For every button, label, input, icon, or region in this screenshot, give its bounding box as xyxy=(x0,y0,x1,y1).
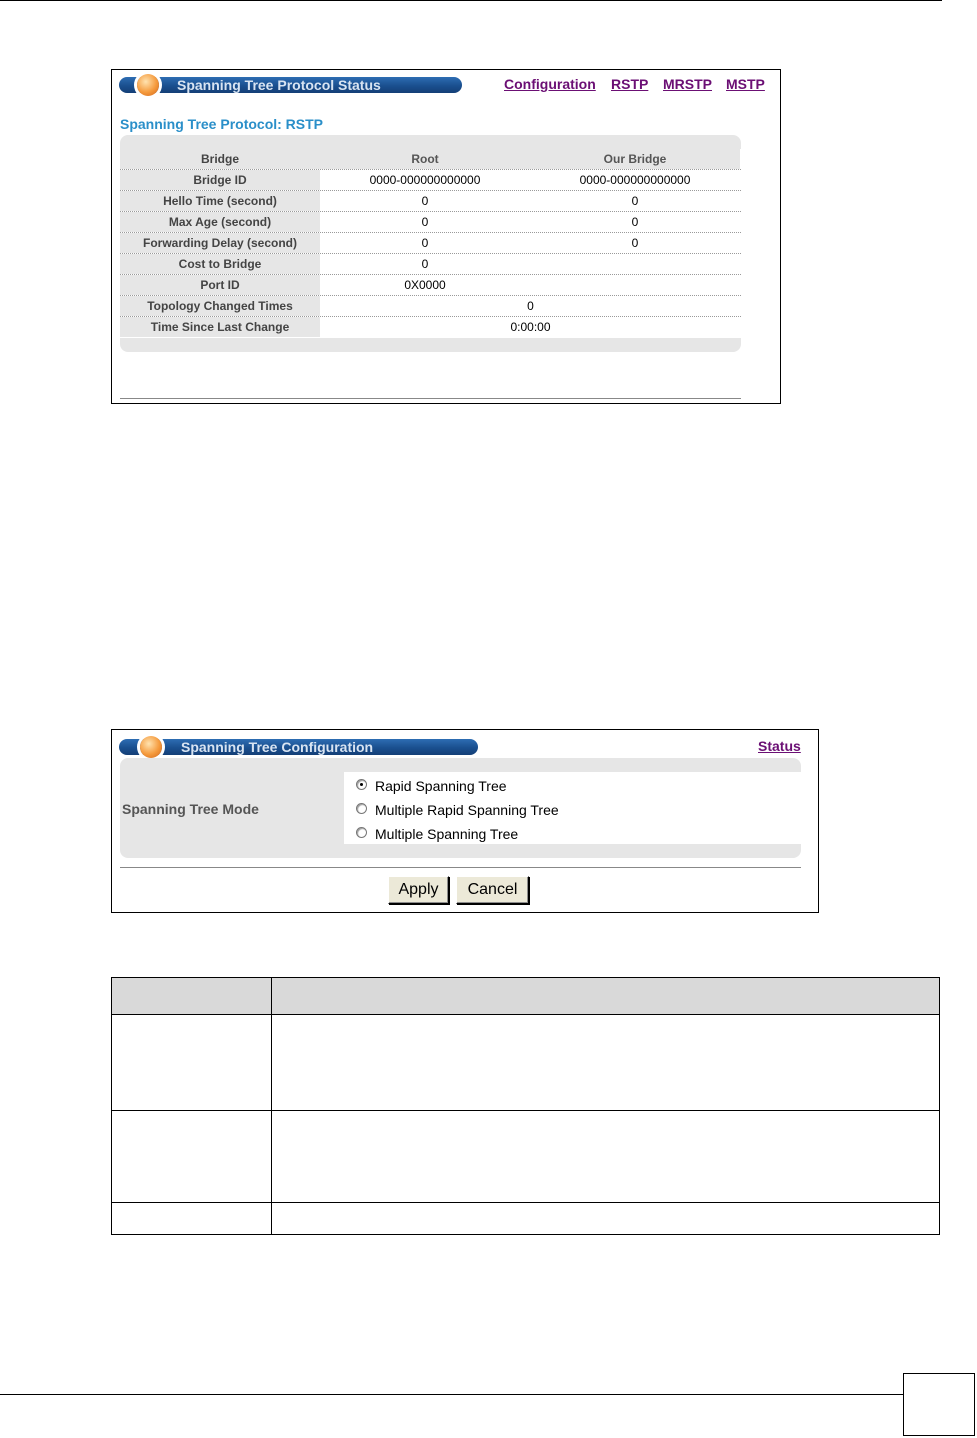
root-value: 0 xyxy=(421,194,429,208)
table-row xyxy=(120,275,741,296)
row-label: Port ID xyxy=(120,275,320,295)
root-value: 0000-000000000000 xyxy=(369,173,481,187)
option-label: Multiple Rapid Spanning Tree xyxy=(375,802,559,818)
status-panel xyxy=(111,69,781,404)
spanning-tree-mode-label: Spanning Tree Mode xyxy=(122,801,259,817)
config-title-bar xyxy=(119,739,478,755)
status-title: Spanning Tree Protocol Status xyxy=(177,77,381,93)
header-cell xyxy=(112,978,272,1015)
nav-link-configuration[interactable]: Configuration xyxy=(504,76,596,92)
table-cell xyxy=(272,1015,940,1111)
config-title: Spanning Tree Configuration xyxy=(181,739,374,755)
header-root: Root xyxy=(320,149,530,169)
table-cell xyxy=(112,1015,272,1111)
nav-link-mrstp[interactable]: MRSTP xyxy=(663,76,712,92)
option-label: Rapid Spanning Tree xyxy=(375,778,507,794)
config-cap-top xyxy=(120,758,801,772)
description-table xyxy=(111,977,940,1235)
row-label: Hello Time (second) xyxy=(120,191,320,211)
root-value: 0 xyxy=(421,257,429,271)
status-link[interactable]: Status xyxy=(758,738,801,754)
config-body xyxy=(120,772,801,844)
table-header-row xyxy=(112,978,940,1015)
our-bridge-value: 0 xyxy=(631,236,639,250)
row-label: Bridge ID xyxy=(120,170,320,190)
root-value: 0X0000 xyxy=(404,278,446,292)
page-number-box xyxy=(903,1373,975,1436)
table-row xyxy=(120,170,741,191)
radio-option-multiple[interactable] xyxy=(356,826,518,842)
our-bridge-value: 0 xyxy=(631,194,639,208)
nav-link-mstp[interactable]: MSTP xyxy=(726,76,765,92)
orb-icon xyxy=(140,736,162,758)
our-bridge-value: 0 xyxy=(631,215,639,229)
row-label: Topology Changed Times xyxy=(120,296,320,316)
table-row xyxy=(112,1015,940,1111)
our-bridge-value xyxy=(530,254,740,274)
table-row xyxy=(120,296,741,317)
header-bridge: Bridge xyxy=(120,149,320,169)
radio-multiple-rapid-spanning-tree[interactable] xyxy=(356,803,367,814)
root-value: 0 xyxy=(421,215,429,229)
table-cell xyxy=(112,1203,272,1235)
table-cell xyxy=(272,1111,940,1203)
radio-option-rapid[interactable] xyxy=(356,778,507,794)
span-value: 0 xyxy=(527,299,534,313)
span-value: 0:00:00 xyxy=(510,320,551,334)
config-cap-bottom xyxy=(120,844,801,858)
radio-rapid-spanning-tree[interactable] xyxy=(356,779,367,790)
option-label: Multiple Spanning Tree xyxy=(375,826,519,842)
row-label: Cost to Bridge xyxy=(120,254,320,274)
config-divider xyxy=(120,867,801,868)
table-cell xyxy=(272,1203,940,1235)
status-table xyxy=(120,135,741,349)
table-cell xyxy=(112,1111,272,1203)
header-cell xyxy=(272,978,940,1015)
table-row xyxy=(120,254,741,275)
cancel-button[interactable]: Cancel xyxy=(456,876,529,904)
protocol-title: Spanning Tree Protocol: RSTP xyxy=(120,116,324,132)
table-row xyxy=(112,1203,940,1235)
our-bridge-value xyxy=(530,275,740,295)
panel-divider xyxy=(120,398,741,399)
footer-rule xyxy=(0,1394,903,1395)
apply-button[interactable]: Apply xyxy=(388,876,449,904)
nav-link-rstp[interactable]: RSTP xyxy=(611,76,649,92)
table-cap-bottom xyxy=(120,338,741,352)
table-row xyxy=(112,1111,940,1203)
config-panel xyxy=(111,729,819,913)
root-value: 0 xyxy=(421,236,429,250)
orb-icon xyxy=(137,74,159,96)
status-title-bar xyxy=(119,77,462,93)
table-row xyxy=(120,212,741,233)
table-cap-top xyxy=(120,135,741,149)
radio-option-multiple-rapid[interactable] xyxy=(356,802,559,818)
our-bridge-value: 0000-000000000000 xyxy=(579,173,691,187)
table-row xyxy=(120,233,741,254)
table-row xyxy=(120,317,741,338)
row-label: Forwarding Delay (second) xyxy=(120,233,320,253)
row-label: Max Age (second) xyxy=(120,212,320,232)
table-header-row xyxy=(120,149,741,170)
page-top-rule xyxy=(0,0,942,1)
header-our-bridge: Our Bridge xyxy=(530,149,740,169)
radio-multiple-spanning-tree[interactable] xyxy=(356,827,367,838)
row-label: Time Since Last Change xyxy=(120,317,320,337)
table-row xyxy=(120,191,741,212)
mode-label-cell xyxy=(120,772,344,844)
